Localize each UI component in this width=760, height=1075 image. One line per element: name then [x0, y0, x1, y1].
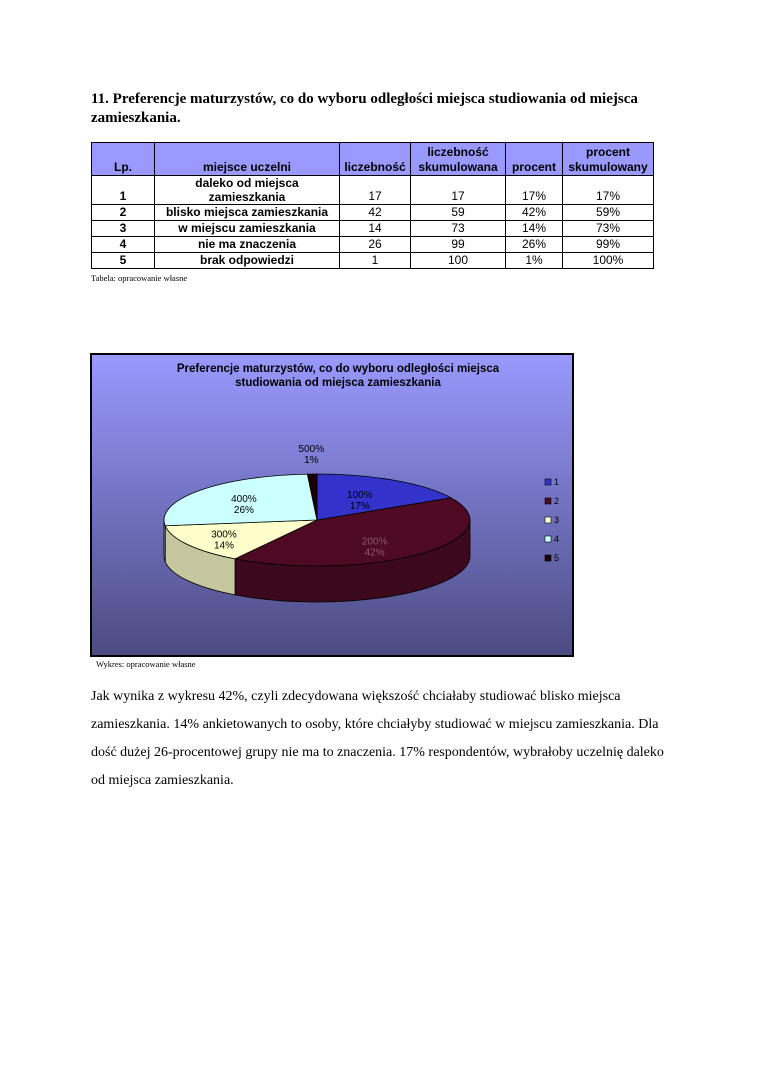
cell-percent: 26% — [506, 237, 563, 253]
cell-place: w miejscu zamieszkania — [155, 221, 340, 237]
cell-count: 26 — [340, 237, 411, 253]
chart-caption: Wykres: opracowanie własne — [96, 659, 196, 669]
header-place: miejsce uczelni — [155, 143, 340, 176]
section-heading: 11. Preferencje maturzystów, co do wyboru odległości miejsca studiowania od miejsca zamieszkania. — [91, 91, 638, 126]
pie-data-label-3: 300% 14% — [211, 529, 237, 552]
legend-swatch-1 — [545, 479, 551, 485]
data-table — [91, 142, 654, 269]
table-row — [92, 176, 654, 205]
cell-cum-count: 17 — [411, 176, 506, 205]
pie-data-label-5: 500% 1% — [298, 444, 325, 466]
legend-swatch-4 — [545, 536, 551, 542]
cell-cum-count: 99 — [411, 237, 506, 253]
cell-cum-count: 59 — [411, 205, 506, 221]
header-count: liczebność — [340, 143, 411, 176]
cell-count: 14 — [340, 221, 411, 237]
cell-lp: 4 — [92, 237, 155, 253]
cell-cum-percent: 17% — [563, 176, 654, 205]
cell-place: blisko miejsca zamieszkania — [155, 205, 340, 221]
table-row — [92, 237, 654, 253]
cell-cum-percent: 100% — [563, 253, 654, 269]
cell-percent: 17% — [506, 176, 563, 205]
cell-cum-percent: 73% — [563, 221, 654, 237]
table-row — [92, 205, 654, 221]
table-row — [92, 221, 654, 237]
header-percent: procent — [506, 143, 563, 176]
cell-percent: 42% — [506, 205, 563, 221]
pie-data-label-4: 400% 26% — [231, 493, 257, 516]
cell-cum-count: 100 — [411, 253, 506, 269]
pie-chart — [90, 353, 574, 657]
cell-percent: 1% — [506, 253, 563, 269]
cell-place: brak odpowiedzi — [155, 253, 340, 269]
summary-paragraph: Jak wynika z wykresu 42%, czyli zdecydowana większość chciałaby studiować blisko miejsca zamieszkania. 14% ankietowanych to osoby, które chciałyby studiować w miejscu zamieszkania. Dla dość dużej 26-procentowej grupy nie ma to znaczenia. 17% respondentów, wybrałoby uczelnię daleko od miejsca zamieszkania. — [91, 689, 664, 788]
cell-lp: 5 — [92, 253, 155, 269]
table-caption: Tabela: opracowanie własne — [91, 273, 188, 283]
cell-lp: 2 — [92, 205, 155, 221]
cell-count: 42 — [340, 205, 411, 221]
table-header-row — [92, 143, 654, 176]
chart-title: Preferencje maturzystów, co do wyboru odległości miejsca studiowania od miejsca zamieszkania — [176, 363, 500, 389]
pie-data-label-1: 100% 17% — [347, 490, 373, 513]
table-row — [92, 253, 654, 269]
cell-cum-percent: 59% — [563, 205, 654, 221]
legend-swatch-3 — [545, 517, 551, 523]
pie-data-label-2: 200% 42% — [361, 536, 388, 559]
header-lp: Lp. — [92, 143, 155, 176]
cell-lp: 3 — [92, 221, 155, 237]
cell-cum-percent: 99% — [563, 237, 654, 253]
cell-cum-count: 73 — [411, 221, 506, 237]
legend-label-5: 5 — [554, 553, 560, 563]
legend-label-3: 3 — [554, 515, 560, 525]
header-cum-percent: procent skumulowany — [563, 143, 654, 176]
cell-place: nie ma znaczenia — [155, 237, 340, 253]
pie-slices — [164, 474, 470, 566]
legend-swatch-5 — [545, 555, 551, 561]
legend-label-2: 2 — [554, 496, 560, 506]
legend-label-4: 4 — [554, 534, 560, 544]
legend-label-1: 1 — [554, 477, 560, 487]
legend-swatch-2 — [545, 498, 551, 504]
cell-count: 17 — [340, 176, 411, 205]
cell-lp: 1 — [92, 176, 155, 205]
header-cum-count: liczebność skumulowana — [411, 143, 506, 176]
cell-percent: 14% — [506, 221, 563, 237]
chart-canvas — [92, 355, 572, 655]
cell-place: daleko od miejsca zamieszkania — [155, 176, 340, 205]
cell-count: 1 — [340, 253, 411, 269]
